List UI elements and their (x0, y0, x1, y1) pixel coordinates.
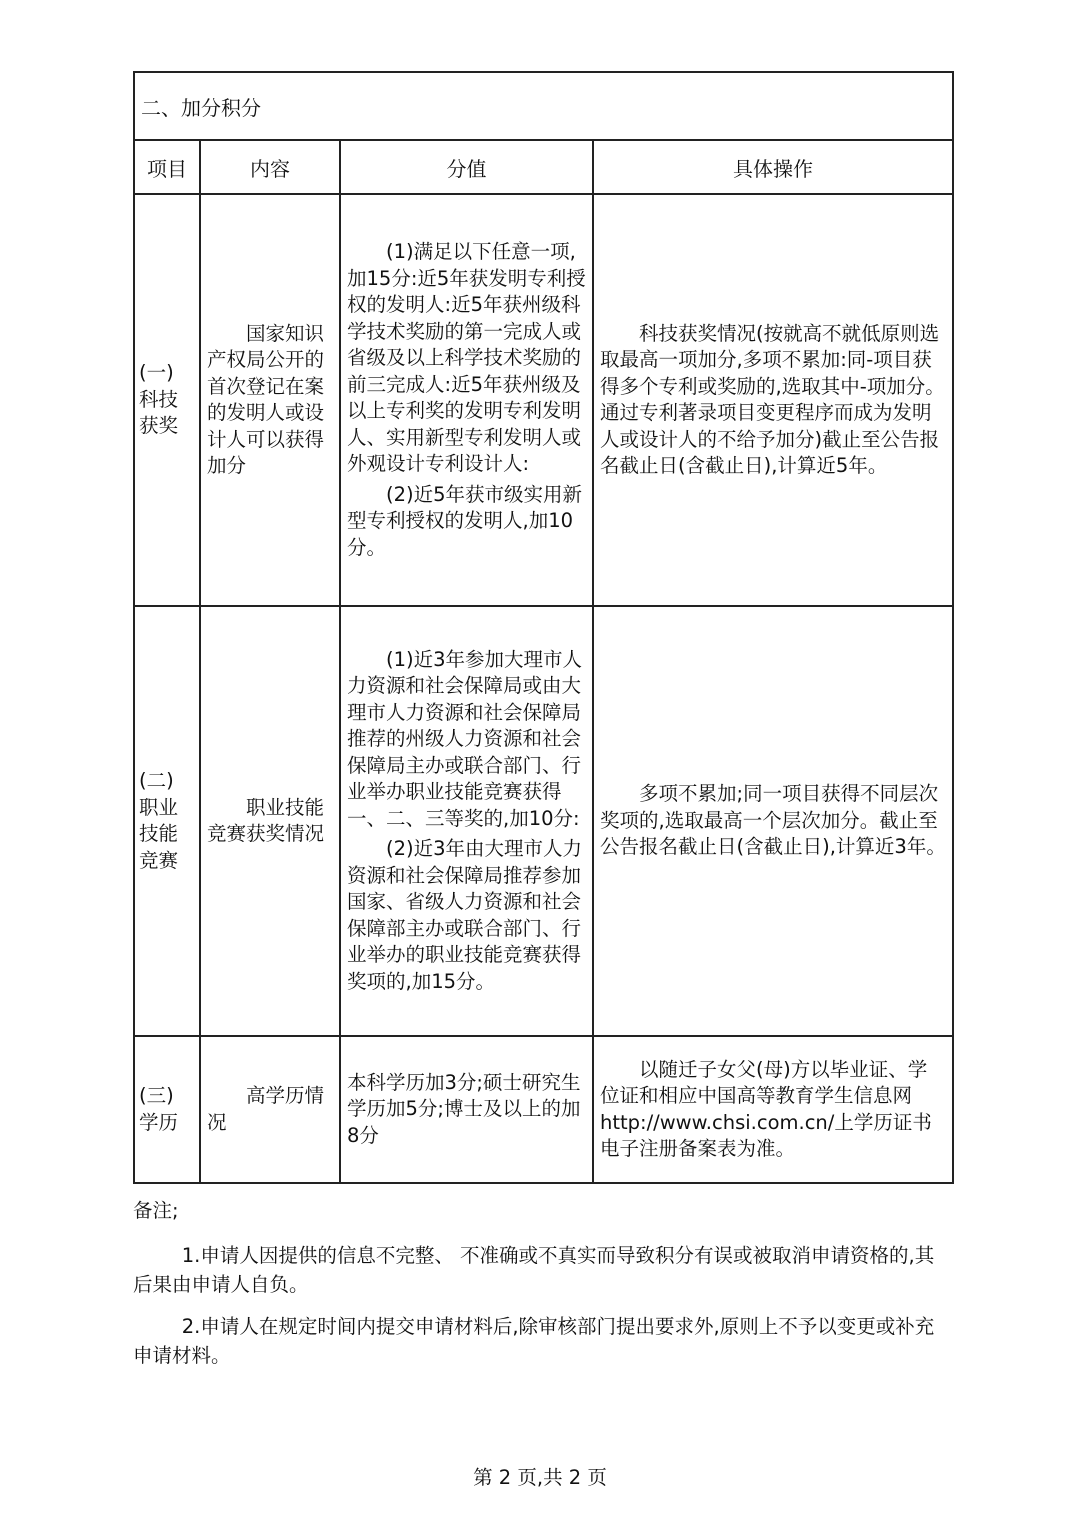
row-item (134, 194, 200, 606)
row-score (340, 606, 593, 1036)
remarks-note-2: 2.申请人在规定时间内提交申请材料后,除审核部门提出要求外,原则上不予以变更或补充申请材料。 (133, 1315, 935, 1367)
row-item (134, 606, 200, 1036)
row-content-text: 高学历情况 (207, 1084, 325, 1134)
header-row (134, 140, 953, 194)
row-operation (593, 194, 953, 606)
section-title-row (134, 72, 953, 140)
row-score-p2: (2)近3年由大理市人力资源和社会保障局推荐参加国家、省级人力资源和社会保障部主办或联合部门、行业举办的职业技能竞赛获得奖项的,加15分。 (347, 837, 583, 993)
row-score-p1: (1)满足以下任意一项,加15分:近5年获发明专利授权的发明人:近5年获州级科学技术奖励的第一完成人或省级及以上科学技术奖励的前三完成人:近5年获州级及以上专利奖的发明专利发明人、实用新型专利发明人或外观设计专利设计人: (347, 240, 586, 475)
header-item: 项目 (134, 140, 200, 194)
row-operation (593, 1036, 953, 1183)
row-score (340, 1036, 593, 1183)
header-operation: 具体操作 (593, 140, 953, 194)
header-score: 分值 (340, 140, 593, 194)
remarks-title: 备注; (133, 1199, 179, 1222)
row-item-label: (三) 学历 (139, 1084, 179, 1134)
row-score-p1: 本科学历加3分;硕士研究生学历加5分;博士及以上的加8分 (347, 1070, 581, 1147)
row-item-label: (二) 职业 技能 竞赛 (139, 769, 179, 872)
row-item (134, 1036, 200, 1183)
scoring-table (133, 71, 954, 1184)
row-operation (593, 606, 953, 1036)
row-score (340, 194, 593, 606)
remarks-note-1: 1.申请人因提供的信息不完整、 不准确或不真实而导致积分有误或被取消申请资格的,其后果由申请人自负。 (133, 1244, 935, 1296)
row-operation-text: 科技获奖情况(按就高不就低原则选取最高一项加分,多项不累加:同-项目获得多个专利或奖励的,选取其中-项加分。通过专利著录项目变更程序而成为发明人或设计人的不给予加分)截止至公告报名截止日(含截止日),计算近5年。 (600, 321, 945, 477)
row-operation-text: 以随迁子女父(母)方以毕业证、学位证和相应中国高等教育学生信息网http://www.chsi.com.cn/上学历证书电子注册备案表为准。 (600, 1057, 932, 1160)
row-item-label: (一) 科技 获奖 (139, 361, 179, 438)
row-content-text: 职业技能竞赛获奖情况 (207, 795, 325, 845)
row-operation-text: 多项不累加;同一项目获得不同层次奖项的,选取最高一个层次加分。截止至公告报名截止日(含截止日),计算近3年。 (600, 782, 946, 859)
section-title: 二、加分积分 (134, 72, 953, 140)
row-score-p2: (2)近5年获市级实用新型专利授权的发明人,加10分。 (347, 482, 583, 559)
row-content-text: 国家知识产权局公开的首次登记在案的发明人或设计人可以获得加分 (207, 321, 325, 477)
row-content (200, 194, 340, 606)
page-footer: 第 2 页,共 2 页 (473, 1466, 607, 1489)
row-content (200, 606, 340, 1036)
table-row (134, 606, 953, 1036)
table-row (134, 1036, 953, 1183)
row-score-p1: (1)近3年参加大理市人力资源和社会保障局或由大理市人力资源和社会保障局推荐的州级人力资源和社会保障局主办或联合部门、行业举办职业技能竞赛获得一、二、三等奖的,加10分: (347, 647, 583, 830)
table-row (134, 194, 953, 606)
row-content (200, 1036, 340, 1183)
header-content: 内容 (200, 140, 340, 194)
